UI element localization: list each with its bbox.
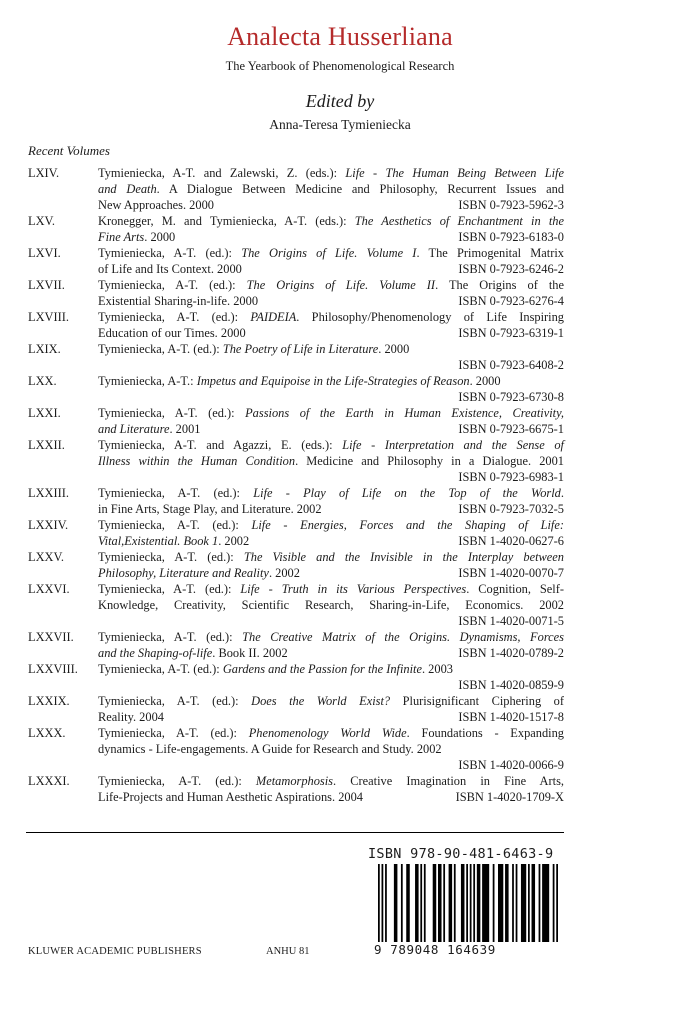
editor-name: Anna-Teresa Tymieniecka bbox=[269, 117, 411, 132]
barcode-bar bbox=[556, 864, 558, 942]
barcode-bar bbox=[493, 864, 495, 942]
volume-title-italic: Metamorphosis bbox=[255, 774, 334, 788]
volume-isbn: ISBN 0-7923-6246-2 bbox=[458, 262, 564, 276]
volume-final-line bbox=[98, 757, 564, 773]
barcode-bar bbox=[470, 864, 472, 942]
barcode-digits: 9 789048 164639 bbox=[374, 942, 496, 957]
volume-final-line bbox=[98, 197, 564, 213]
volume-text: Knowledge, Creativity, Scientific Research, Sharing-in-Life, Economics. 2002 bbox=[98, 598, 564, 612]
volume-line bbox=[98, 165, 564, 181]
barcode-bar bbox=[424, 864, 426, 942]
volume-final-text: of Life and Its Context. 2000 bbox=[98, 262, 242, 276]
volume-number: LXVI. bbox=[28, 246, 61, 260]
volume-entry bbox=[28, 245, 564, 277]
volume-line bbox=[98, 629, 564, 645]
volume-title-italic: Vital,Existential. Book 1 bbox=[98, 534, 219, 548]
barcode-bar bbox=[385, 864, 387, 942]
volume-line bbox=[98, 453, 564, 469]
volume-text: dynamics - Life-engagements. A Guide for Research and Study. 2002 bbox=[98, 742, 442, 756]
volume-final-line bbox=[98, 501, 564, 517]
volume-line bbox=[98, 517, 564, 533]
barcode-bar bbox=[521, 864, 526, 942]
volume-text: Tymieniecka, A-T. (ed.): bbox=[98, 246, 242, 260]
volume-text: Tymieniecka, A-T. (ed.): bbox=[98, 518, 252, 532]
barcode-bar bbox=[378, 864, 380, 942]
volume-text: . 2003 bbox=[421, 662, 453, 676]
volume-text: . 2000 bbox=[144, 230, 176, 244]
volume-entry bbox=[28, 725, 564, 773]
volume-text: . 2000 bbox=[469, 374, 501, 388]
series-subtitle: The Yearbook of Phenomenological Research bbox=[225, 59, 455, 73]
volume-isbn: ISBN 1-4020-0071-5 bbox=[458, 614, 564, 628]
divider-rule bbox=[26, 832, 564, 833]
volume-line bbox=[98, 773, 564, 789]
volume-text: Tymieniecka, A-T. (ed.): bbox=[98, 726, 249, 740]
volume-text: Tymieniecka, A-T. (ed.): bbox=[98, 774, 256, 788]
volume-text: . A Dialogue Between Medicine and Philosophy, Recurrent Issues and bbox=[156, 182, 565, 196]
volume-text: . Cognition, Self- bbox=[466, 582, 564, 596]
volume-line bbox=[98, 309, 564, 325]
barcode-bar bbox=[382, 864, 384, 942]
barcode-bar bbox=[553, 864, 555, 942]
publisher-name: KLUWER ACADEMIC PUBLISHERS bbox=[28, 946, 202, 957]
volume-text: Tymieniecka, A-T. (ed.): bbox=[98, 630, 243, 644]
series-title: Analecta Husserliana bbox=[227, 22, 453, 51]
volume-text: Tymieniecka, A-T. (ed.): bbox=[98, 582, 241, 596]
volume-number: LXXI. bbox=[28, 406, 61, 420]
volume-isbn: ISBN 0-7923-6730-8 bbox=[458, 390, 564, 404]
volume-final-text bbox=[98, 645, 288, 661]
volume-title-italic: Life - Truth in its Various Perspectives bbox=[240, 582, 467, 596]
volume-number: LXXXI. bbox=[28, 774, 70, 788]
barcode-bar bbox=[466, 864, 468, 942]
volume-text: Tymieniecka, A-T. (ed.): bbox=[98, 486, 254, 500]
barcode-bar bbox=[528, 864, 530, 942]
volume-number: LXXV. bbox=[28, 550, 64, 564]
volume-entry bbox=[28, 549, 564, 581]
volume-text: Tymieniecka, A-T. (ed.): bbox=[98, 694, 252, 708]
volume-text: . 2000 bbox=[378, 342, 410, 356]
volume-title-italic: The Poetry of Life in Literature bbox=[222, 342, 379, 356]
volume-text: . 2002 bbox=[268, 566, 300, 580]
volume-text: Kronegger, M. and Tymieniecka, A-T. (eds.): bbox=[98, 214, 355, 228]
volume-text: . Philosophy/Phenomenology of Life Inspiring bbox=[296, 310, 564, 324]
barcode-bar bbox=[505, 864, 509, 942]
barcode-isbn-text: ISBN 978-90-481-6463-9 bbox=[368, 846, 554, 862]
barcode-bar bbox=[542, 864, 549, 942]
volume-line bbox=[98, 741, 564, 757]
volume-final-line bbox=[98, 325, 564, 341]
volume-isbn: ISBN 1-4020-0627-6 bbox=[458, 534, 564, 548]
volume-isbn: ISBN 1-4020-0066-9 bbox=[458, 758, 564, 772]
barcode-bar bbox=[449, 864, 453, 942]
volume-entry bbox=[28, 485, 564, 517]
volume-final-text: Reality. 2004 bbox=[98, 710, 164, 724]
volume-isbn: ISBN 0-7923-6983-1 bbox=[458, 470, 564, 484]
volume-number: LXXVII. bbox=[28, 630, 74, 644]
volume-title-italic: Does the World Exist? bbox=[251, 694, 391, 708]
recent-volumes-heading: Recent Volumes bbox=[28, 143, 110, 158]
volume-line bbox=[98, 485, 564, 501]
volume-final-line bbox=[98, 293, 564, 309]
volume-text: Tymieniecka, A-T. (ed.): bbox=[98, 342, 223, 356]
volume-number: LXX. bbox=[28, 374, 57, 388]
volume-line bbox=[98, 597, 564, 613]
volume-final-line bbox=[98, 469, 564, 485]
volume-entry bbox=[28, 165, 564, 213]
volume-text: Tymieniecka, A-T. and Zalewski, Z. (eds.): bbox=[98, 166, 346, 180]
volume-text: . The Primogenital Matrix bbox=[416, 246, 564, 260]
volume-isbn: ISBN 0-7923-7032-5 bbox=[458, 502, 564, 516]
volume-isbn: ISBN 0-7923-6675-1 bbox=[458, 422, 564, 436]
volume-text: Tymieniecka, A-T. (ed.): bbox=[98, 662, 223, 676]
volume-text: . 2002 bbox=[218, 534, 250, 548]
volume-text: . Medicine and Philosophy in a Dialogue. 2001 bbox=[295, 454, 564, 468]
volume-text: Tymieniecka, A-T. and Agazzi, E. (eds.): bbox=[98, 438, 343, 452]
volume-number: LXXIX. bbox=[28, 694, 70, 708]
volume-final-text: Life-Projects and Human Aesthetic Aspirations. 2004 bbox=[98, 790, 363, 804]
barcode-bar bbox=[461, 864, 465, 942]
barcode-bar bbox=[473, 864, 475, 942]
volume-final-line bbox=[98, 229, 564, 245]
volume-final-line bbox=[98, 789, 564, 805]
volume-line bbox=[98, 405, 564, 421]
volume-entry bbox=[28, 773, 564, 805]
barcode-bar bbox=[401, 864, 403, 942]
volume-title-italic: The Visible and the Invisible in the Interplay between bbox=[243, 550, 564, 564]
volume-number: LXIX. bbox=[28, 342, 61, 356]
volume-line bbox=[98, 213, 564, 229]
barcode-bar bbox=[512, 864, 514, 942]
volume-entry bbox=[28, 661, 564, 693]
volume-isbn: ISBN 0-7923-6319-1 bbox=[458, 326, 564, 340]
barcode-bar bbox=[433, 864, 437, 942]
volume-final-text bbox=[98, 533, 249, 549]
volume-final-line bbox=[98, 677, 564, 693]
volume-line bbox=[98, 725, 564, 741]
barcode-bar bbox=[454, 864, 456, 942]
volume-title-italic: and Literature bbox=[98, 422, 170, 436]
volume-final-line bbox=[98, 357, 564, 373]
barcode-bar bbox=[477, 864, 481, 942]
volume-title-italic: The Aesthetics of Enchantment in the bbox=[354, 214, 564, 228]
volume-number: LXXIII. bbox=[28, 486, 69, 500]
volume-final-line bbox=[98, 645, 564, 661]
volume-text: . Foundations - Expanding bbox=[406, 726, 564, 740]
volume-final-line bbox=[98, 709, 564, 725]
volume-text: . The Origins of the bbox=[435, 278, 564, 292]
volume-line bbox=[98, 693, 564, 709]
volume-number: LXVIII. bbox=[28, 310, 69, 324]
volume-number: LXXII. bbox=[28, 438, 65, 452]
barcode-bar bbox=[539, 864, 541, 942]
volume-entry bbox=[28, 437, 564, 485]
barcode-bar bbox=[415, 864, 419, 942]
volume-final-text bbox=[98, 421, 200, 437]
volume-number: LXV. bbox=[28, 214, 55, 228]
volume-text: Tymieniecka, A-T. (ed.): bbox=[98, 310, 251, 324]
volume-final-line bbox=[98, 261, 564, 277]
barcode-bar bbox=[438, 864, 442, 942]
volume-isbn: ISBN 1-4020-1517-8 bbox=[458, 710, 564, 724]
barcode-bar bbox=[406, 864, 410, 942]
volume-final-text: Education of our Times. 2000 bbox=[98, 326, 246, 340]
volume-title-italic: Gardens and the Passion for the Infinite bbox=[222, 662, 422, 676]
barcode-bar bbox=[532, 864, 536, 942]
volume-title-italic: The Origins of Life. Volume I bbox=[241, 246, 417, 260]
volume-number: LXXX. bbox=[28, 726, 66, 740]
volume-entry bbox=[28, 581, 564, 629]
volume-title-italic: Fine Arts bbox=[98, 230, 145, 244]
volume-line bbox=[98, 181, 564, 197]
volume-line bbox=[98, 437, 564, 453]
volume-final-text: New Approaches. 2000 bbox=[98, 198, 214, 212]
volume-title-italic: Phenomenology World Wide bbox=[248, 726, 407, 740]
barcode-bar bbox=[394, 864, 398, 942]
volume-list bbox=[28, 165, 564, 805]
volume-title-italic: Life - Play of Life on the Top of the World bbox=[253, 486, 561, 500]
volume-number: LXXIV. bbox=[28, 518, 69, 532]
volume-text: Plurisignificant Ciphering of bbox=[390, 694, 564, 708]
volume-text: Tymieniecka, A-T. (ed.): bbox=[98, 278, 247, 292]
volume-title-italic: Life - The Human Being Between Life bbox=[345, 166, 564, 180]
volume-final-text bbox=[98, 229, 175, 245]
barcode bbox=[378, 864, 558, 942]
volume-text: . 2001 bbox=[169, 422, 201, 436]
volume-isbn: ISBN 0-7923-5962-3 bbox=[458, 198, 564, 212]
volume-title-italic: and Death bbox=[98, 182, 157, 196]
volume-final-text bbox=[98, 565, 300, 581]
volume-text: . Book II. 2002 bbox=[212, 646, 288, 660]
volume-isbn: ISBN 1-4020-1709-X bbox=[455, 790, 564, 804]
volume-line bbox=[98, 661, 564, 677]
volume-text: . bbox=[560, 486, 564, 500]
volume-text: Tymieniecka, A-T. (ed.): bbox=[98, 550, 244, 564]
volume-line bbox=[98, 581, 564, 597]
volume-final-line bbox=[98, 613, 564, 629]
volume-title-italic: Impetus and Equipoise in the Life-Strategies of Reason bbox=[196, 374, 470, 388]
volume-final-line bbox=[98, 421, 564, 437]
volume-line bbox=[98, 277, 564, 293]
volume-entry bbox=[28, 517, 564, 549]
volume-title-italic: Passions of the Earth in Human Existence, Creativity, bbox=[245, 406, 565, 420]
volume-final-text: Existential Sharing-in-life. 2000 bbox=[98, 294, 259, 308]
volume-title-italic: Life - Energies, Forces and the Shaping of Life: bbox=[251, 518, 564, 532]
volume-line bbox=[98, 373, 564, 389]
volume-isbn: ISBN 1-4020-0789-2 bbox=[458, 646, 564, 660]
volume-entry bbox=[28, 341, 564, 373]
volume-title-italic: The Creative Matrix of the Origins. Dynamisms, Forces bbox=[242, 630, 564, 644]
volume-isbn: ISBN 1-4020-0859-9 bbox=[458, 678, 564, 692]
volume-number: LXVII. bbox=[28, 278, 65, 292]
volume-entry bbox=[28, 693, 564, 725]
volume-entry bbox=[28, 213, 564, 245]
volume-isbn: ISBN 1-4020-0070-7 bbox=[458, 566, 564, 580]
volume-title-italic: PAIDEIA bbox=[250, 310, 297, 324]
volume-isbn: ISBN 0-7923-6276-4 bbox=[458, 294, 564, 308]
volume-entry bbox=[28, 629, 564, 661]
barcode-bar bbox=[420, 864, 422, 942]
volume-entry bbox=[28, 373, 564, 405]
barcode-bar bbox=[516, 864, 518, 942]
volume-title-italic: Life - Interpretation and the Sense of bbox=[342, 438, 564, 452]
volume-isbn: ISBN 0-7923-6408-2 bbox=[458, 358, 564, 372]
volume-text: . Creative Imagination in Fine Arts, bbox=[333, 774, 564, 788]
volume-isbn: ISBN 0-7923-6183-0 bbox=[458, 230, 564, 244]
volume-title-italic: Philosophy, Literature and Reality bbox=[98, 566, 269, 580]
volume-title-italic: and the Shaping-of-life bbox=[98, 646, 213, 660]
volume-final-line bbox=[98, 533, 564, 549]
volume-final-line bbox=[98, 565, 564, 581]
series-code: ANHU 81 bbox=[266, 946, 310, 957]
volume-line bbox=[98, 245, 564, 261]
volume-line bbox=[98, 341, 564, 357]
volume-title-italic: Illness within the Human Condition bbox=[98, 454, 296, 468]
volume-entry bbox=[28, 277, 564, 309]
volume-text: Tymieniecka, A-T. (ed.): bbox=[98, 406, 246, 420]
edited-by-heading: Edited by bbox=[305, 91, 375, 111]
volume-final-text: in Fine Arts, Stage Play, and Literature. 2002 bbox=[98, 502, 322, 516]
volume-line bbox=[98, 549, 564, 565]
barcode-bar bbox=[482, 864, 489, 942]
volume-number: LXIV. bbox=[28, 166, 60, 180]
volume-number: LXXVI. bbox=[28, 582, 70, 596]
volume-entry bbox=[28, 405, 564, 437]
volume-text: Tymieniecka, A-T.: bbox=[98, 374, 197, 388]
volume-number: LXXVIII. bbox=[28, 662, 78, 676]
barcode-bar bbox=[443, 864, 445, 942]
barcode-bar bbox=[498, 864, 503, 942]
volume-entry bbox=[28, 309, 564, 341]
volume-title-italic: The Origins of Life. Volume II bbox=[246, 278, 436, 292]
volume-final-line bbox=[98, 389, 564, 405]
